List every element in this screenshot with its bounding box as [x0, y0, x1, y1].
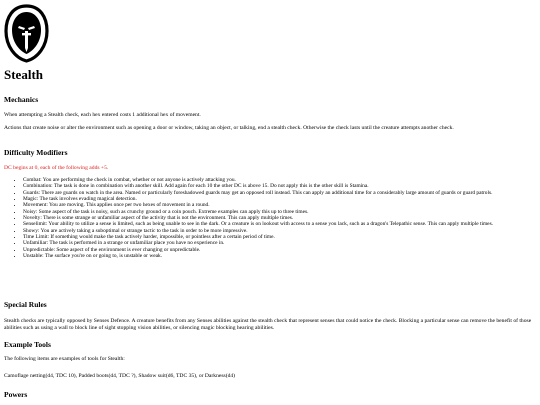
special-rules-paragraph: Stealth checks are typically opposed by Senses Defence. A creature benefits from any Senses abilities against the stealth check that represent senses that could notice the check. Blocking a particular sense can remove the benefit of those abilities such as using a wall to block line of sight stopping vision abilities, or silencing magic blocking hearing abilities. [4, 318, 532, 331]
modifier-item: • Senselimit: Your ability to utilize a sense is limited, such as being unable to see in the dark. Or a creature is on lookout with access to a sense you lack, such as a dragon's Telepathic sense. This can apply multiple times. [23, 221, 532, 227]
page-title: Stealth [4, 67, 43, 82]
dc-note: DC begins at 0, each of the following adds +5. [4, 165, 109, 171]
site-logo[interactable] [3, 4, 50, 63]
modifier-list [4, 177, 532, 259]
modifier-item: • Magic: The task involves evading magical detection. [23, 196, 532, 202]
tools-list: Camoflage netting(d4, TDC 10), Padded boots(d4, TDC ?), Shadow suit(d6, TDC 35), or Darkness(d4) [4, 373, 236, 379]
modifier-item: • Movement: You are moving. This applies once per two hexes of movement in a round. [23, 202, 532, 208]
mechanics-paragraph-1: When attempting a Stealth check, each hex entered costs 1 additional hex of movement. [4, 112, 201, 118]
modifier-item: • Novelty: There is some strange or unfamiliar aspect of the activity that is not the environment. This can apply multiple times. [23, 215, 532, 221]
section-heading-example-tools: Example Tools [4, 340, 51, 349]
modifier-item: • Showy: You are actively taking a suboptimal or strange tactic to the task in order to be more impressive. [23, 228, 532, 234]
modifier-item: • Combination: The task is done in combination with another skill. Add again for each 10 the other DC is above 15. Do not apply this is the other skill is Stamina. [23, 183, 532, 189]
section-heading-special-rules: Special Rules [4, 300, 47, 309]
hooded-figure-dagger-icon [3, 4, 50, 63]
modifier-item: • Unpredictable: Some aspect of the environment is ever changing or unpredictable. [23, 247, 532, 253]
mechanics-paragraph-2: Actions that create noise or alter the environment such as opening a door or window, taking an object, or talking, end a stealth check. Otherwise the check lasts until the creature attempts another check. [4, 125, 454, 131]
tools-intro: The following items are examples of tools for Stealth: [4, 356, 125, 362]
modifier-item: • Guards: There are guards on watch in the area. Named or particularly foreshadowed guards may get an opposed roll instead. This can apply an additional time for a considerably large amount of guards or guard patrols. [23, 190, 532, 196]
section-heading-powers: Powers [4, 390, 28, 399]
modifier-item: • Noisy: Some aspect of the task is noisy, such as crunchy ground or a coin pouch. Extreme examples can apply this up to three times. [23, 209, 532, 215]
modifier-item: • Time Limit: If something would make the task actively harder, impossible, or pointless after a certain period of time. [23, 234, 532, 240]
section-heading-mechanics: Mechanics [4, 95, 39, 104]
modifier-item: • Combat: You are performing the check in combat, whether or not anyone is actively attacking you. [23, 177, 532, 183]
modifier-item: • Unfamiliar: The task is performed in a strange or unfamiliar place you have no experience in. [23, 240, 532, 246]
modifier-item: • Unstable: The surface you're on or going to, is unstable or weak. [23, 253, 532, 259]
section-heading-difficulty-modifiers: Difficulty Modifiers [4, 148, 68, 157]
